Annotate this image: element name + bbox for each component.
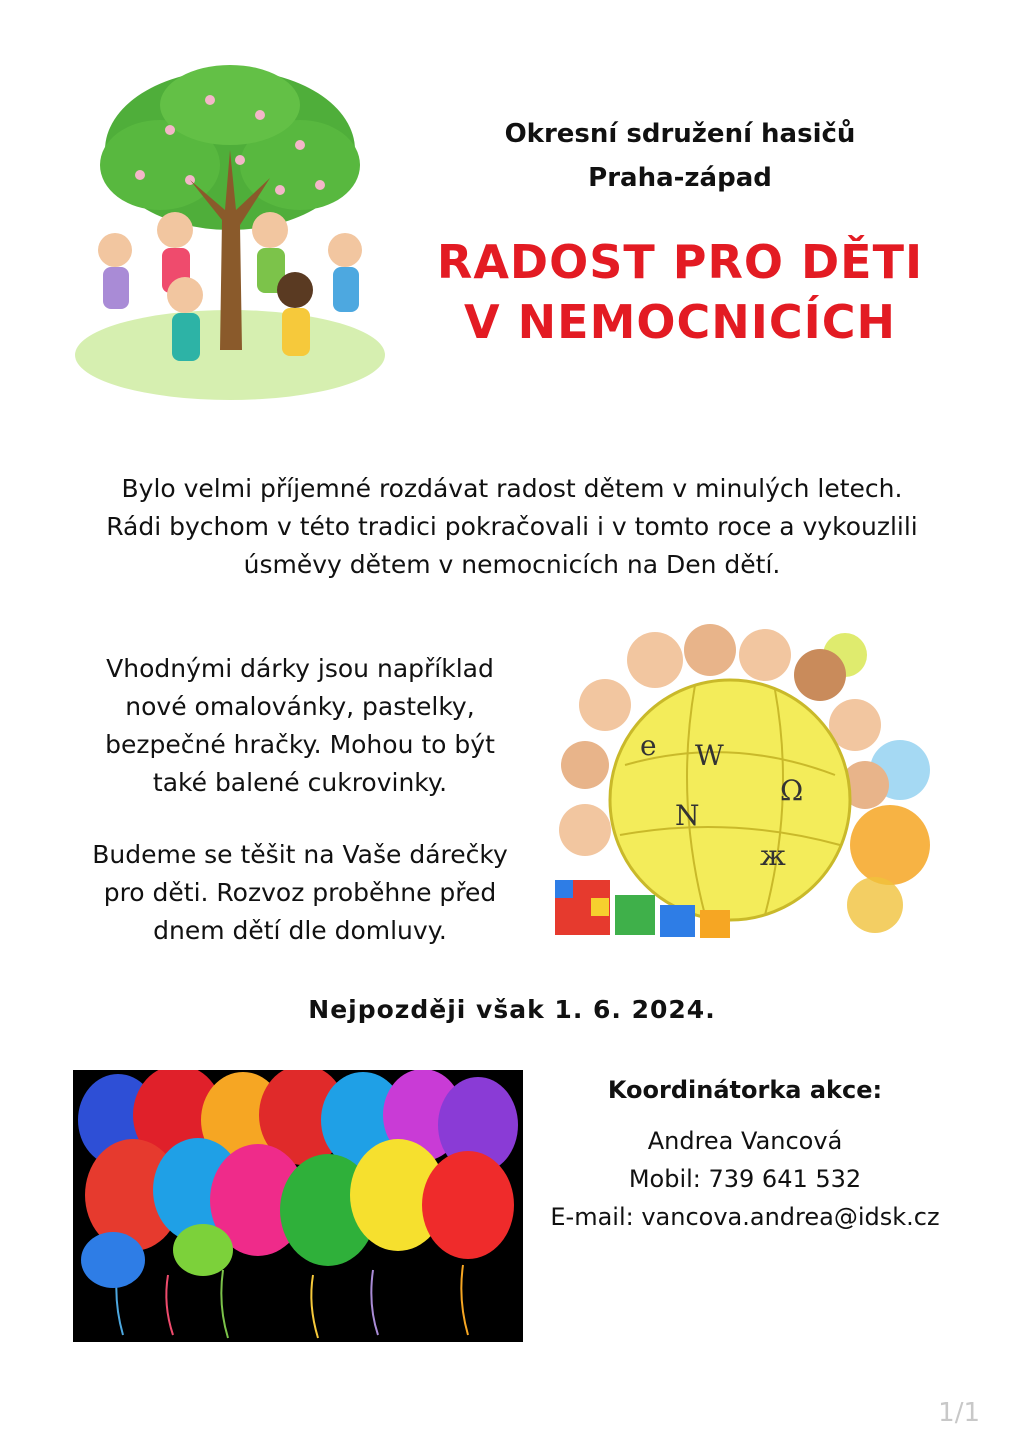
organization-name — [470, 112, 890, 200]
gifts-line: také balené cukrovinky. — [152, 768, 448, 797]
globe-children-illustration — [545, 615, 940, 960]
page-indicator: 1/1 — [938, 1398, 980, 1428]
delivery-line: dnem dětí dle domluvy. — [153, 916, 447, 945]
svg-text:W: W — [695, 739, 724, 772]
delivery-line: pro děti. Rozvoz proběhne před — [103, 878, 497, 907]
event-title-line-1: RADOST PRO DĚTI — [436, 235, 924, 289]
svg-text:Ω: Ω — [780, 774, 804, 807]
gifts-line: Vhodnými dárky jsou například — [106, 654, 494, 683]
gifts-line: bezpečné hračky. Mohou to být — [105, 730, 495, 759]
coordinator-email: E-mail: vancova.andrea@idsk.cz — [550, 1203, 940, 1231]
organization-line-2: Praha-západ — [588, 163, 772, 193]
deadline-note: Nejpozději však 1. 6. 2024. — [308, 995, 716, 1024]
event-title — [420, 232, 940, 352]
delivery-line: Budeme se těšit na Vaše dárečky — [92, 840, 508, 869]
svg-text:e: e — [640, 729, 657, 762]
intro-line: Rádi bychom v této tradici pokračovali i v tomto roce a vykouzlili — [106, 512, 918, 541]
gifts-line: nové omalovánky, pastelky, — [125, 692, 475, 721]
svg-text:ж: ж — [760, 839, 786, 872]
intro-line: Bylo velmi příjemné rozdávat radost dětem v minulých letech. — [121, 474, 903, 503]
svg-text:N: N — [675, 799, 700, 832]
intro-line: úsměvy dětem v nemocnicích na Den dětí. — [243, 550, 781, 579]
event-title-line-2: V NEMOCNICÍCH — [464, 295, 896, 349]
coordinator-contact — [540, 1070, 950, 1236]
coordinator-name: Andrea Vancová — [647, 1127, 843, 1155]
tree-children-illustration — [70, 60, 400, 410]
balloons-image — [73, 1070, 523, 1342]
coordinator-phone: Mobil: 739 641 532 — [628, 1165, 862, 1193]
gifts-paragraph — [60, 650, 540, 802]
delivery-paragraph — [60, 836, 540, 950]
coordinator-label: Koordinátorka akce: — [607, 1076, 883, 1104]
intro-paragraph — [40, 470, 984, 584]
organization-line-1: Okresní sdružení hasičů — [504, 119, 856, 149]
